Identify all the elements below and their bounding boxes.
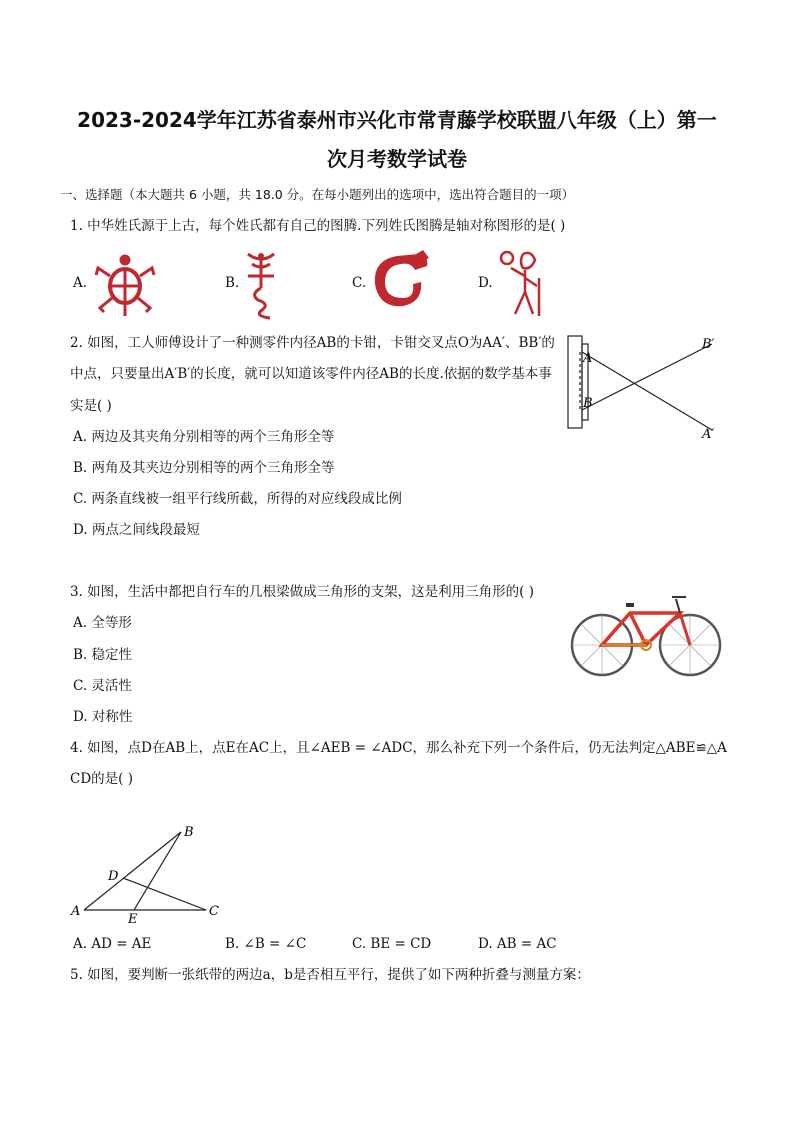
q1-option-d-label: D. xyxy=(478,275,493,291)
caliper-label-b-prime: B′ xyxy=(702,337,715,352)
totem-figure-icon xyxy=(495,248,545,320)
q4-option-c: C. BE = CD xyxy=(352,936,432,952)
triangle-label-d: D xyxy=(108,869,119,884)
question-2-line3: 实是( ) xyxy=(70,398,112,414)
exam-title-line2: 次月考数学试卷 xyxy=(327,147,467,171)
caliper-label-a-prime: A′ xyxy=(702,427,715,442)
question-1-stem: 1. 中华姓氏源于上古，每个姓氏都有自己的图腾.下列姓氏图腾是轴对称图形的是( ) xyxy=(70,218,566,234)
q1-option-a-label: A. xyxy=(73,275,88,291)
q3-option-d: D. 对称性 xyxy=(73,709,133,725)
triangle-label-c: C xyxy=(209,904,219,919)
q4-option-a: A. AD = AE xyxy=(73,936,152,952)
section-heading-choice: 一、选择题（本大题共 6 小题，共 18.0 分。在每小题列出的选项中，选出符合题目的一项） xyxy=(60,187,575,202)
triangle-label-e: E xyxy=(128,912,138,927)
totem-turtle-icon xyxy=(90,248,160,320)
triangle-label-b: B xyxy=(184,825,194,840)
question-4-line2: CD的是( ) xyxy=(70,771,133,787)
q2-option-d: D. 两点之间线段最短 xyxy=(73,522,200,538)
q2-option-a: A. 两边及其夹角分别相等的两个三角形全等 xyxy=(73,429,335,445)
triangle-label-a: A xyxy=(71,904,81,919)
caliper-diagram xyxy=(562,330,737,445)
q2-option-c: C. 两条直线被一组平行线所截，所得的对应线段成比例 xyxy=(73,491,402,507)
triangle-diagram xyxy=(66,820,226,928)
q3-option-c: C. 灵活性 xyxy=(73,678,132,694)
q4-option-b: B. ∠B = ∠C xyxy=(225,936,307,952)
question-2-line2: 中点，只要量出A′B′的长度，就可以知道该零件内径AB的长度.依据的数学基本事 xyxy=(70,366,552,382)
exam-title-line1: 2023-2024学年江苏省泰州市兴化市常青藤学校联盟八年级（上）第一 xyxy=(77,108,717,132)
question-4-line1: 4. 如图，点D在AB上，点E在AC上，且∠AEB = ∠ADC，那么补充下列一个条件后，仍无法判定△ABE≌△A xyxy=(70,740,727,756)
caliper-label-a: A xyxy=(583,351,593,366)
totem-dragon-icon xyxy=(367,248,437,312)
question-2-line1: 2. 如图，工人师傅设计了一种测零件内径AB的卡钳，卡钳交叉点O为AA′、BB′的 xyxy=(70,335,555,351)
totem-serpent-icon xyxy=(240,248,282,320)
q1-option-c-label: C. xyxy=(352,275,367,291)
bicycle-image xyxy=(568,585,724,681)
q2-option-b: B. 两角及其夹边分别相等的两个三角形全等 xyxy=(73,460,335,476)
question-3-stem: 3. 如图，生活中都把自行车的几根梁做成三角形的支架，这是利用三角形的( ) xyxy=(70,584,534,600)
q3-option-a: A. 全等形 xyxy=(73,615,132,631)
q3-option-b: B. 稳定性 xyxy=(73,647,133,663)
q4-option-d: D. AB = AC xyxy=(478,936,557,952)
q1-option-b-label: B. xyxy=(225,275,240,291)
question-5-stem: 5. 如图，要判断一张纸带的两边a，b是否相互平行，提供了如下两种折叠与测量方案： xyxy=(70,967,590,983)
caliper-label-b: B xyxy=(583,396,593,411)
